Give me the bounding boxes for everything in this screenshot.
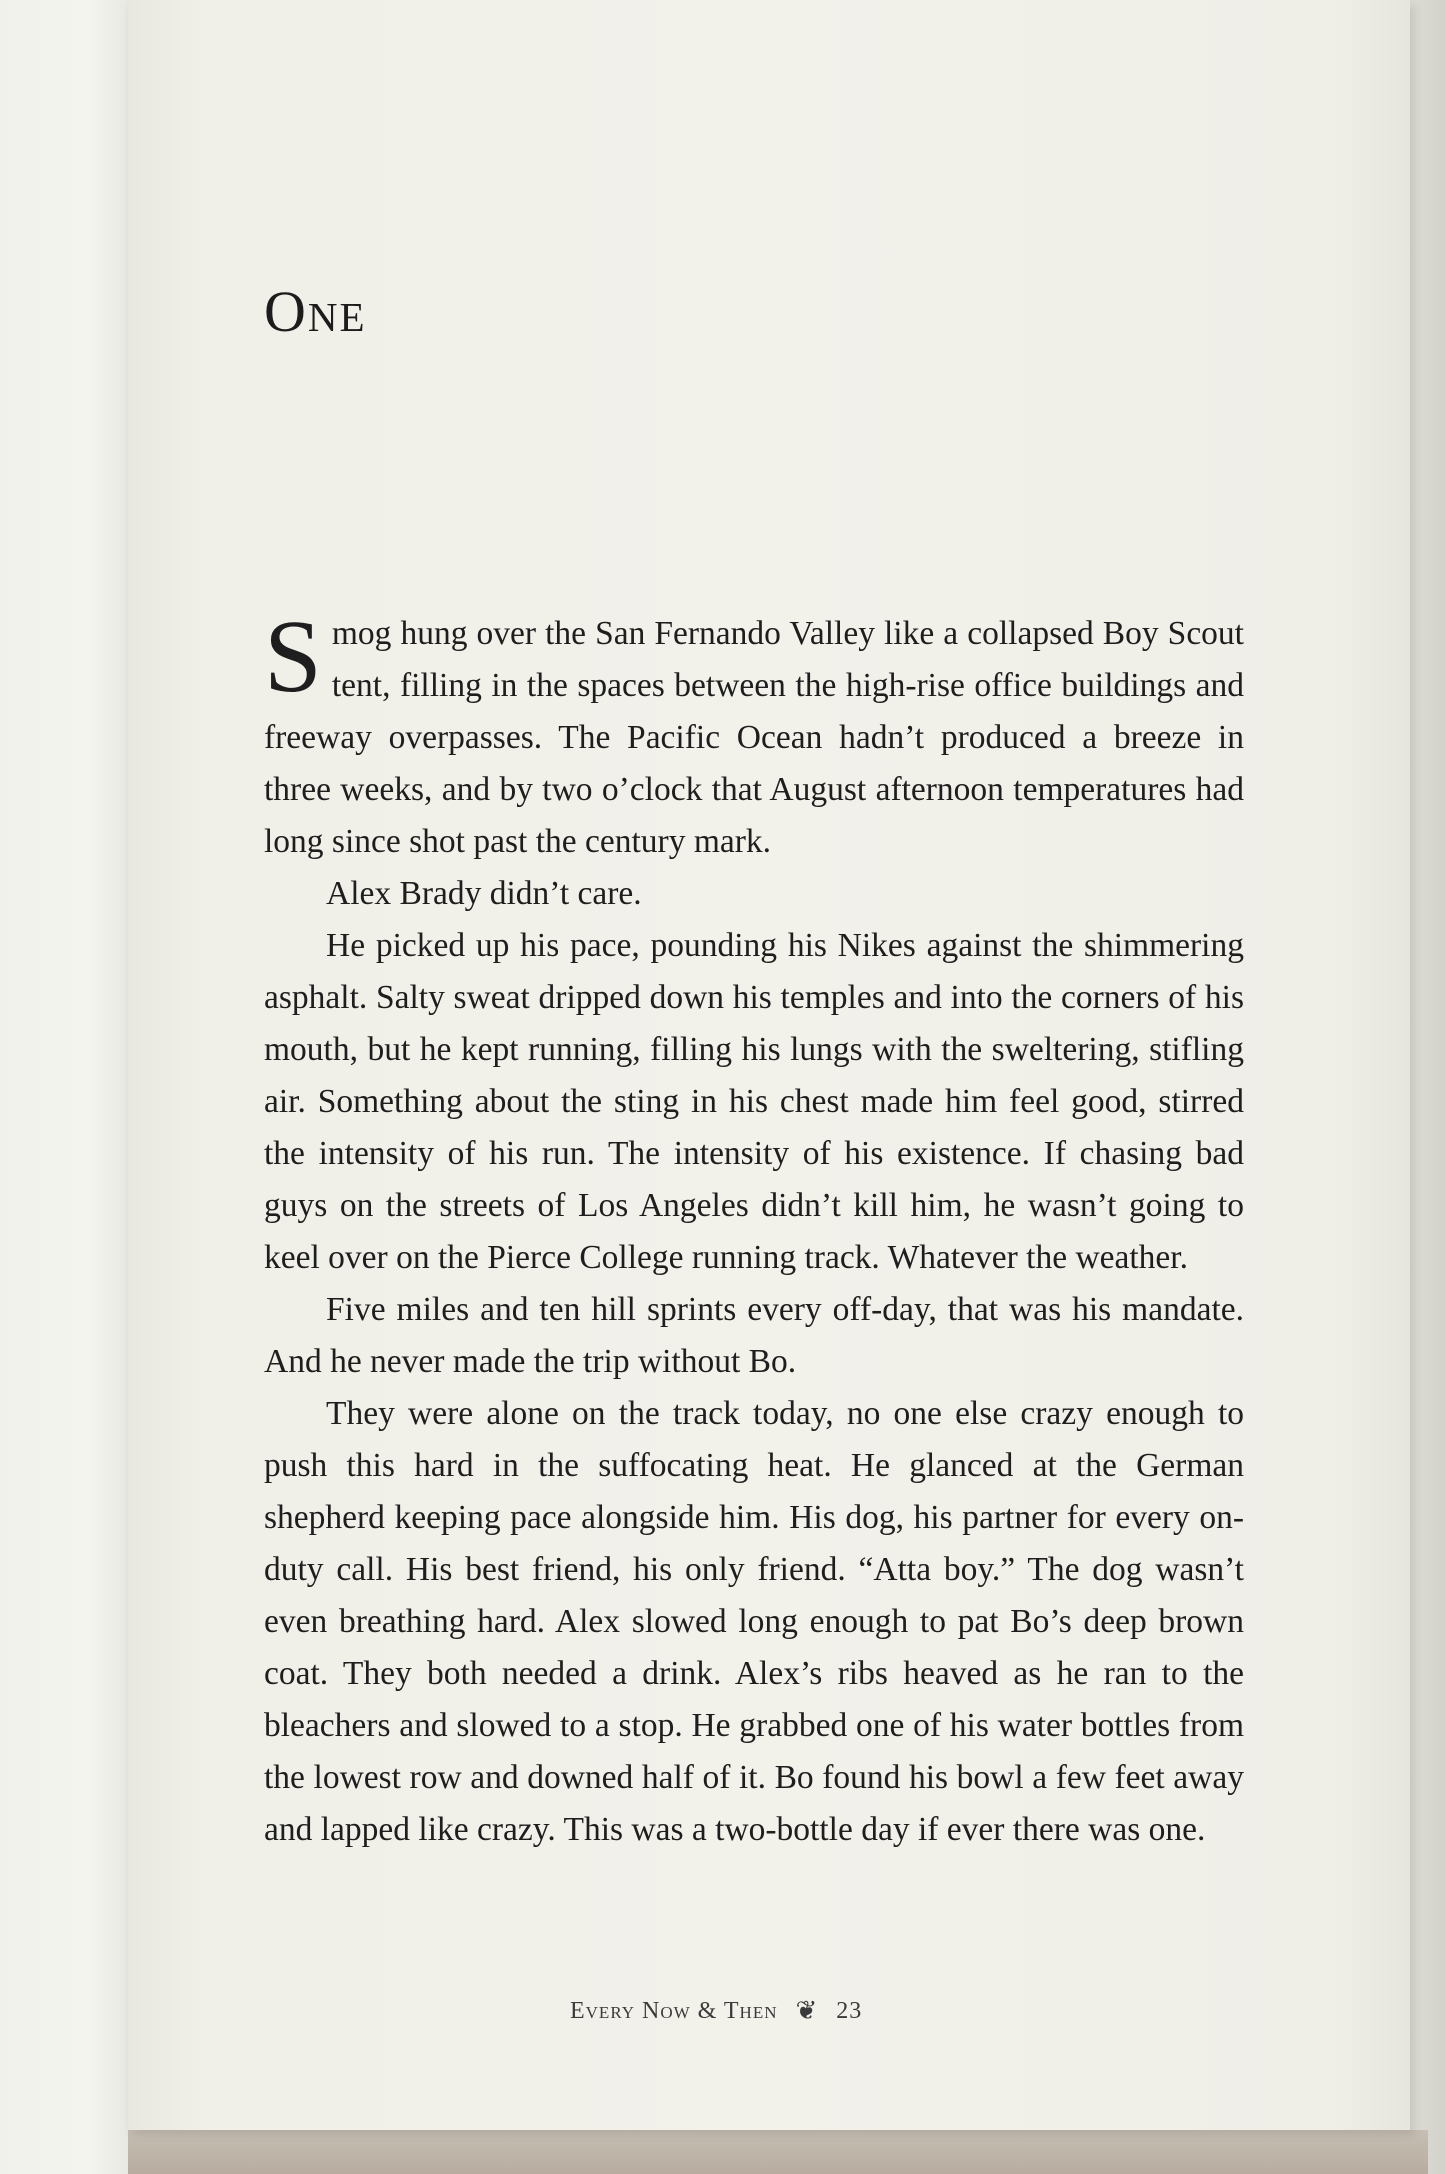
paragraph-1-text: mog hung over the San Fernando Valley like a collapsed Boy Scout tent, filling in the spaces between the high-rise office buildings and freeway overpasses. The Pacific Ocean hadn’t produced a breeze in three weeks, and by two o’clock that August afternoon temperatures had long since shot past the century mark. bbox=[264, 615, 1244, 860]
page-number: 23 bbox=[836, 1997, 863, 2024]
paragraph-5: They were alone on the track today, no one else crazy enough to push this hard in the suffocating heat. He glanced at the German shepherd keeping pace alongside him. His dog, his partner for every on-duty call. His best friend, his only friend. “Atta boy.” The dog wasn’t even breathing hard. Alex slowed long enough to pat Bo’s deep brown coat. They both needed a drink. Alex’s ribs heaved as he ran to the bleachers and slowed to a stop. He grabbed one of his water bottles from the lowest row and downed half of it. Bo found his bowl a few feet away and lapped like crazy. This was a two-bottle day if ever there was one. bbox=[264, 1395, 1244, 1848]
drop-cap: S bbox=[264, 599, 322, 714]
footer-book-title: Every Now & Then bbox=[570, 1997, 778, 2024]
paragraph-2: Alex Brady didn’t care. bbox=[326, 875, 642, 912]
paragraph-4: Five miles and ten hill sprints every off-day, that was his mandate. And he never made the trip without Bo. bbox=[264, 1291, 1244, 1380]
chapter-title: One bbox=[264, 279, 367, 344]
paragraph-3: He picked up his pace, pounding his Nikes against the shimmering asphalt. Salty sweat dripped down his temples and into the corners of his mouth, but he kept running, filling his lungs with the sweltering, stifling air. Something about the sting in his chest made him feel good, stirred the intensity of his run. The intensity of his existence. If chasing bad guys on the streets of Los Angeles didn’t kill him, he wasn’t going to keel over on the Pierce College running track. Whatever the weather. bbox=[264, 927, 1244, 1276]
body-text bbox=[264, 599, 1244, 1856]
paragraph-1 bbox=[264, 599, 1244, 868]
fleuron-icon: ❦ bbox=[795, 1996, 819, 2025]
page-right-edge bbox=[1410, 0, 1445, 2174]
running-footer bbox=[570, 1996, 990, 2026]
facing-page-edge bbox=[0, 0, 130, 2174]
book-bottom-edge bbox=[128, 2130, 1428, 2174]
